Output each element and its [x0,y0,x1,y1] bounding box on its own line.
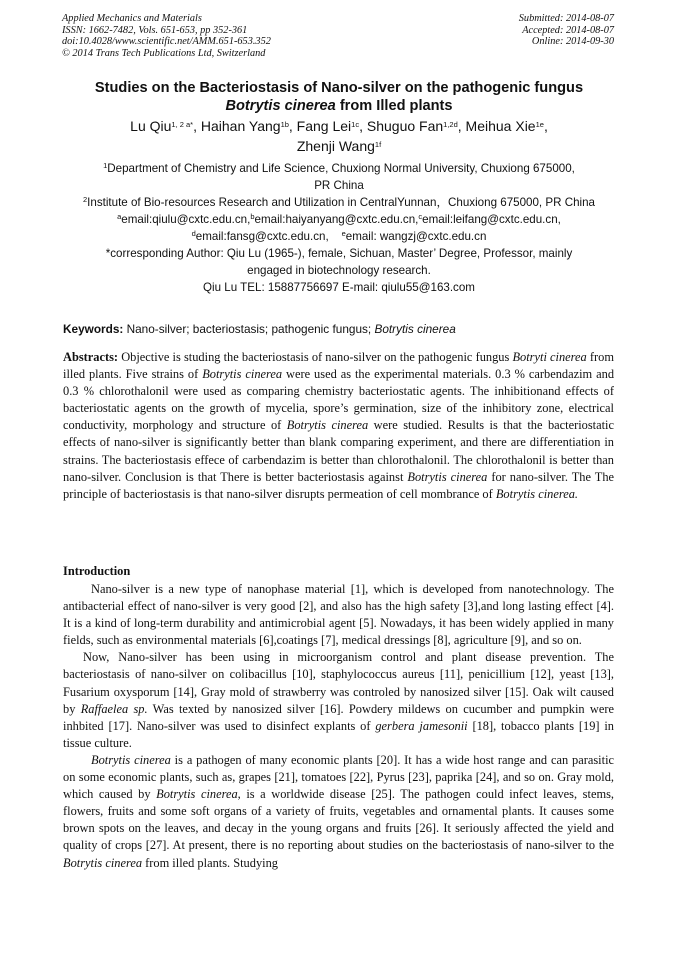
abstract-text: were used as the experimental materials. 0.3 % carbendazim and 0.3 % chlorothalonil were used as comparing chemistry bacteriostatic agents. The inhibitionand effects of bacteriostatic agents on the growth of mycelia, spore’s germination, size of the inhibitory zone, electrical conductivity, morphology and structure of [63,367,615,433]
author-sup: 1,2d [443,120,458,129]
submitted-date: Submitted: 2014-08-07 [518,13,614,24]
emails-line-2 [48,228,630,245]
author-name: Lu Qiu [130,118,172,134]
journal-name: Applied Mechanics and Materials [62,13,202,24]
abstract-text: were studied. Results is that the bacteriostatic effects of nano-silver is significantly better than blank comparing experiment, and there are differentiation in strains. The bacteriostasis effece of carbendazim is better than chlorothalonil. The chlorothalonil is better than nano-silver. Conclusion is that There is better bacteriostasis against [63,418,614,484]
affil-text: Department of Chemistry and Life Science, Chuxiong Normal University, Chuxiong 675000, [107,162,575,175]
species-name: Raffaelea sp. [80,701,148,716]
species-name: Botrytis cinerea. [495,486,578,501]
section-heading-introduction: Introduction [63,564,131,578]
species-name: gerbera jamesonii [375,718,468,733]
intro-paragraph-3 [63,752,614,872]
species-name: Botrytis cinerea [91,752,171,767]
introduction-body [63,581,614,872]
email-sup: b [250,212,255,221]
species-name: Botrytis cinerea [286,418,369,433]
author-name: , Fang Lei [288,118,352,134]
emails-line-1 [48,211,630,228]
author-sup: 1b [280,120,289,129]
paragraph-text: Now, Nano-silver has been using in microorganism control and plant disease prevention. The bacteriostasis of nano-silver on colibacillus [10], staphylococcus aureus [11], penicillium [12], yeast [13], Fusarium oxysporum [14], Gray mold of strawberry was controled by nanosized silver [15]. Oak wilt caused by [63,650,614,716]
email-sup: d [191,229,196,238]
author-sep: , [543,118,548,134]
author-sup: 1, 2 a* [171,120,194,129]
email-sup: c [418,212,423,221]
dates-header [519,13,614,48]
email-link[interactable]: email:leifang@cxtc.edu.cn, [422,213,561,226]
species-name: Botrytis cinerea [407,469,488,484]
paper-title [48,79,630,115]
species-name: Botrytis cinerea [202,367,283,382]
affil-text: Institute of Bio-resources Research and Utilization in CentralYunnan，Chuxiong 675000, PR China [87,196,595,209]
affiliation-2 [48,194,630,211]
paragraph-text: Was texted by nanosized silver [16]. Powdery mildews on cucumber and pumpkin were inhbited [17]. Nano-silver was used to disinfect explants of [63,701,614,733]
title-line-1: Studies on the Bacteriostasis of Nano-silver on the pathogenic fungus [94,80,584,96]
affiliation-1 [48,160,630,177]
affil-sup: 1 [103,161,108,170]
abstract-text: Objective is studing the bacteriostasis of nano-silver on the pathogenic fungus [118,350,513,364]
issn-line: ISSN: 1662-7482, Vols. 651-653, pp 352-361 [62,24,248,36]
paragraph-text: is a worldwide disease [25]. The pathogen could infect leaves, stems, flowers, fruits and some soft organs of a variety of fruits, vegetables and ornamental plants. It causes some brown spots on the leaves, and decay in the young organs and fruits [26]. It seriously affected the yield and quality of crops [27]. At present, there is no reporting about studies on the bacteriostasis of nano-silver to the [63,787,614,853]
intro-paragraph-1: Nano-silver is a new type of nanophase material [1], which is developed from nanotechnology. The antibacterial effect of nano-silver is very good [2], and also has the high safety [3],and long lasting effect [4]. It is a kind of long-term durability and antimicrobial agent [5]. Nowadays, it has been widely applied in many fields, such as environmental materials [6],coatings [7], medical dressings [8], agriculture [9], and so on. [63,582,614,648]
authors-line-1 [48,116,630,136]
corresponding-author-cont: engaged in biotechnology research. [247,264,431,277]
title-line-2-rest: from Illed plants [335,98,453,114]
author-name: , Meihua Xie [457,118,536,134]
author-name: , Shuguo Fan [359,118,444,134]
contact-line: Qiu Lu TEL: 15887756697 E-mail: qiulu55@163.com [203,281,475,294]
email-link[interactable]: email:qiulu@cxtc.edu.cn, [121,213,251,226]
email-sup: e [341,229,346,238]
abstract [63,349,614,503]
online-date: Online: 2014-09-30 [531,36,614,47]
paragraph-text: from illed plants. Studying [142,855,278,870]
species-name: Botrytis cinerea, [156,787,241,802]
title-block [48,79,630,296]
paragraph-text: is a pathogen of many economic plants [20]. It has a wide host range and can parasitic on some economic plants, such as, grapes [21], tomatoes [22], Pyrus [23], paprika [24], and so on. Gray mold, which caused by [63,752,615,802]
intro-paragraph-2 [63,649,614,752]
accepted-date: Accepted: 2014-08-07 [522,24,614,36]
keywords [63,322,456,336]
email-link[interactable]: email:fansg@cxtc.edu.cn, [195,230,329,243]
title-species: Botrytis cinerea [225,98,336,114]
email-sup: a [117,212,122,221]
journal-header [62,13,271,59]
copyright-line: © 2014 Trans Tech Publications Ltd, Switzerland [62,47,266,59]
email-link[interactable]: email:haiyanyang@cxtc.edu.cn, [254,213,419,226]
author-sup: 1c [351,120,360,129]
doi-line: doi:10.4028/www.scientific.net/AMM.651-653.352 [62,36,271,47]
author-list [48,116,630,156]
authors-line-2 [48,136,630,156]
email-link[interactable]: email: wangzj@cxtc.edu.cn [345,230,487,243]
keywords-label: Keywords: [63,322,124,336]
species-name: Botryti cinerea [512,350,587,364]
abstract-label: Abstracts: [63,350,119,364]
abstract-text: from illed plants. Five strains of [63,350,614,382]
author-name: Zhenji Wang [296,138,375,154]
affiliations [48,160,630,296]
corresponding-author: *corresponding Author: Qiu Lu (1965-), female, Sichuan, Master’ Degree, Professor, mainly [105,247,573,260]
author-sup: 1e [535,120,544,129]
keywords-text: Nano-silver; bacteriostasis; pathogenic fungus; [123,322,375,336]
paragraph-text: [18], tobacco plants [19] in tissue culture. [63,718,614,750]
affiliation-1-cont: PR China [314,179,364,192]
author-name: , Haihan Yang [193,118,281,134]
author-sup: 1f [374,140,382,149]
affil-sup: 2 [82,195,88,204]
species-name: Botrytis cinerea [63,855,143,870]
title-line-2 [48,97,630,115]
abstract-text: for nano-silver. The The principle of bacteriostasis is that nano-silver disrupts permeation of cell mombrance of [63,469,615,501]
keywords-species: Botrytis cinerea [374,322,456,336]
